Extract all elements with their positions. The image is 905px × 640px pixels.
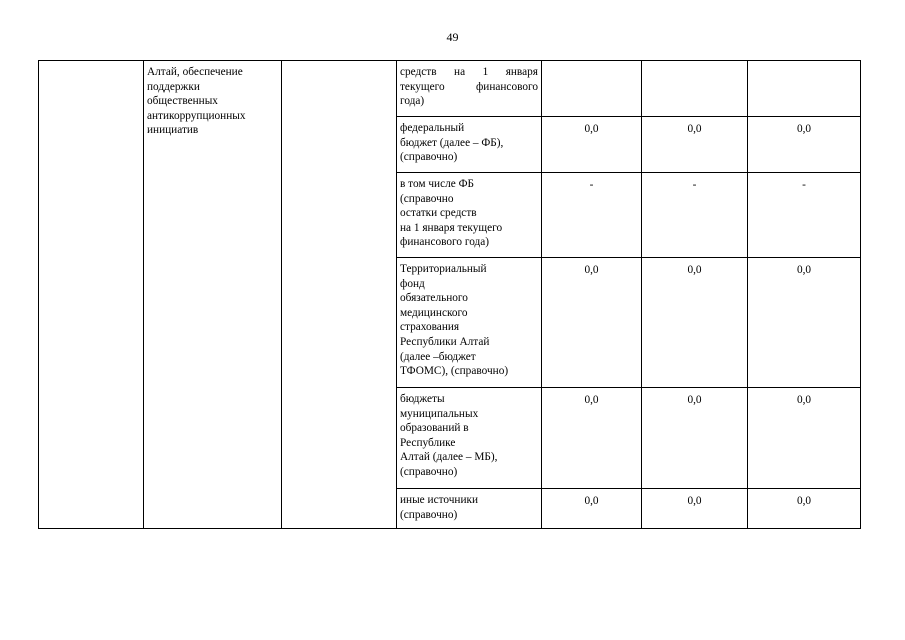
program-name-line: поддержки [147, 80, 200, 93]
program-name-line: антикоррупционных [147, 109, 246, 122]
funding-source-line [400, 80, 538, 95]
funding-source-line: федеральный [400, 122, 465, 134]
funding-source-line: Республики Алтай [400, 335, 490, 348]
funding-source-line: фонд [400, 277, 425, 290]
program-name-line: Алтай, обеспечение [147, 66, 243, 78]
funding-source-line: (справочно [400, 192, 454, 205]
funding-source-line: обязательного [400, 292, 468, 305]
word: финансового [475, 80, 538, 93]
number-cell [39, 61, 144, 529]
value-cell: - [542, 173, 642, 258]
funding-table [38, 60, 861, 529]
program-name-cell [144, 61, 282, 529]
funding-source-cell [397, 173, 542, 258]
value-cell: 0,0 [642, 388, 748, 489]
value-cell: 0,0 [748, 117, 861, 173]
funding-source-line: медицинского [400, 306, 468, 319]
funding-source-cell [397, 61, 542, 117]
program-name-line: инициатив [147, 124, 199, 137]
funding-source-line: остатки средств [400, 207, 477, 220]
word: на [454, 66, 466, 78]
value-cell [642, 61, 748, 117]
funding-source-line: Алтай (далее – МБ), [400, 451, 498, 464]
funding-source-line: (далее –бюджет [400, 350, 476, 363]
value-cell: 0,0 [642, 117, 748, 173]
funding-source-cell [397, 258, 542, 388]
value-cell: - [748, 173, 861, 258]
funding-source-line: муниципальных [400, 407, 479, 420]
funding-source-line: образований в [400, 422, 469, 435]
value-cell: 0,0 [642, 258, 748, 388]
page-number: 49 [446, 30, 459, 44]
value-cell: 0,0 [542, 258, 642, 388]
funding-source-line: в том числе ФБ [400, 178, 474, 190]
funding-source-cell [397, 117, 542, 173]
funding-source-cell [397, 489, 542, 529]
funding-source-line: (справочно) [400, 465, 458, 478]
funding-source-line: Республике [400, 436, 456, 449]
word: средств [400, 66, 437, 78]
justified-line [400, 65, 538, 80]
funding-source-line: года) [400, 95, 425, 108]
value-cell: 0,0 [542, 388, 642, 489]
value-cell: 0,0 [748, 258, 861, 388]
funding-source-line: ТФОМС), (справочно) [400, 365, 509, 378]
value-cell: 0,0 [748, 489, 861, 529]
word: текущего [400, 80, 445, 93]
value-cell: 0,0 [642, 489, 748, 529]
funding-source-line [400, 65, 538, 80]
funding-source-line: Территориальный [400, 263, 487, 275]
funding-source-line: страхования [400, 321, 460, 334]
value-cell: 0,0 [748, 388, 861, 489]
value-cell: 0,0 [542, 117, 642, 173]
program-name-line: общественных [147, 95, 218, 108]
funding-source-line: на 1 января текущего [400, 221, 503, 234]
table-row [39, 61, 861, 117]
funding-source-line: бюджет (далее – ФБ), [400, 136, 504, 149]
funding-source-line: финансового года) [400, 236, 490, 249]
funding-source-cell [397, 388, 542, 489]
funding-source-line: (справочно) [400, 151, 458, 164]
value-cell [542, 61, 642, 117]
word: января [505, 66, 538, 78]
funding-source-line: (справочно) [400, 508, 458, 521]
funding-source-line: бюджеты [400, 393, 445, 405]
value-cell: 0,0 [542, 489, 642, 529]
executor-cell [282, 61, 397, 529]
value-cell: - [642, 173, 748, 258]
word: 1 [482, 66, 489, 78]
value-cell [748, 61, 861, 117]
funding-source-line: иные источники [400, 494, 479, 506]
justified-line [400, 80, 538, 95]
